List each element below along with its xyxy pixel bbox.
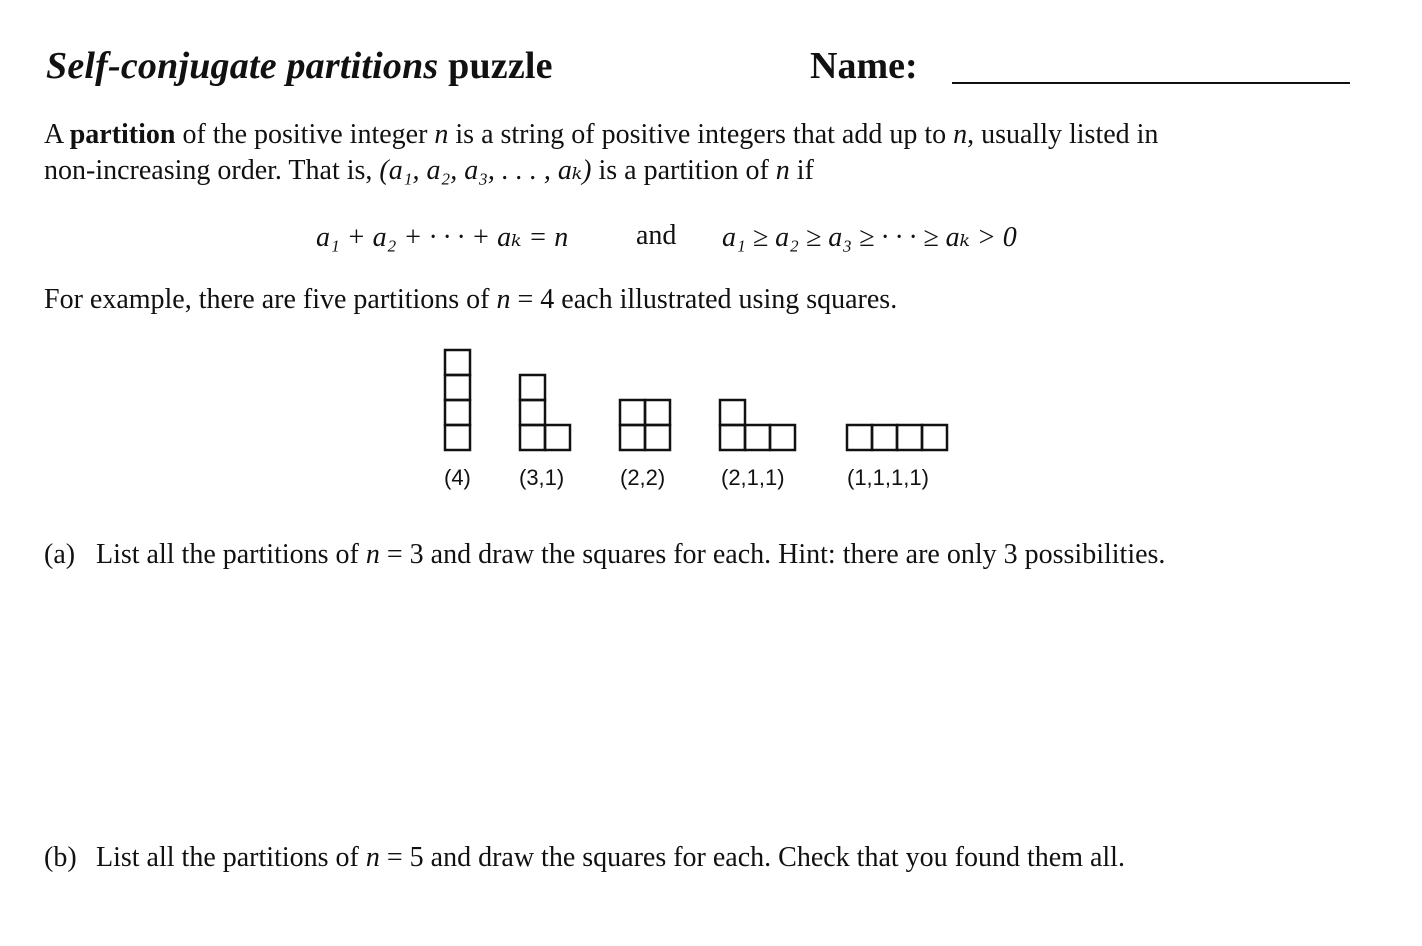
partition-square [720,400,745,425]
example-sentence [44,284,897,316]
partition-label: (3,1) [519,465,565,490]
intro-text: if [789,155,814,186]
partition-square [445,400,470,425]
partition-square [520,425,545,450]
partition-label: (2,1,1) [721,465,785,490]
title-italic: Self-conjugate partitions [46,45,439,87]
partition-square [645,425,670,450]
variable-n: n [953,119,968,150]
question-a [44,539,1165,571]
intro-text: of the positive integer [175,119,435,150]
partition-square [922,425,947,450]
partition-square [720,425,745,450]
page-title [46,44,553,88]
answer-area-a[interactable] [44,590,1364,810]
young-diagram [520,375,570,450]
variable-n: n [496,284,511,315]
answer-area-b[interactable] [44,882,1364,942]
partition-square [520,375,545,400]
variable-n: n [434,119,449,150]
partition-square [520,400,545,425]
partition-square [445,350,470,375]
intro-text: A [44,119,70,150]
partition-square [645,400,670,425]
young-diagram [847,425,947,450]
partition-square [445,375,470,400]
partition-tuple: (a₁, a₂, a₃, . . . , aₖ) [379,155,592,186]
partition-square [445,425,470,450]
name-field[interactable] [952,82,1350,84]
example-text: = 4 each illustrated using squares. [510,284,898,315]
partition-term: partition [69,119,176,150]
name-label: Name: [810,45,918,87]
variable-n: n [365,842,380,873]
partition-square [620,400,645,425]
question-text: = 3 and draw the squares for each. Hint: there are only 3 possibilities. [379,539,1166,570]
variable-n: n [775,155,790,186]
young-diagram [620,400,670,450]
partition-diagrams-svg [420,340,980,460]
partition-square [545,425,570,450]
partition-label: (2,2) [620,465,666,490]
intro-text: is a string of positive integers that add up to [448,119,954,150]
intro-line-1 [44,117,1354,153]
intro-paragraph [44,117,1354,189]
partition-label: (4) [444,465,471,490]
partition-square [847,425,872,450]
young-diagram [720,400,795,450]
title-rest: puzzle [448,45,553,87]
question-text: List all the partitions of [96,842,366,873]
partition-square [745,425,770,450]
question-label: (a) [44,539,76,570]
partition-square [897,425,922,450]
example-text: For example, there are five partitions of [44,284,497,315]
question-b [44,842,1125,874]
question-label: (b) [44,842,77,873]
variable-n: n [365,539,380,570]
intro-text: non-increasing order. That is, [44,155,380,186]
intro-text: is a partition of [591,155,776,186]
partition-label: (1,1,1,1) [847,465,929,490]
question-text: = 5 and draw the squares for each. Check that you found them all. [379,842,1125,873]
intro-text: , usually listed in [967,119,1159,150]
partition-square [620,425,645,450]
and-word: and [636,220,677,251]
inequality-chain: a₁ ≥ a₂ ≥ a₃ ≥ · · · ≥ aₖ > 0 [722,222,1017,253]
partition-diagrams [420,340,980,460]
partition-square [770,425,795,450]
intro-line-2 [44,153,1354,189]
sum-equation: a₁ + a₂ + · · · + aₖ = n [316,222,569,253]
young-diagram [445,350,470,450]
partition-square [872,425,897,450]
question-text: List all the partitions of [96,539,366,570]
